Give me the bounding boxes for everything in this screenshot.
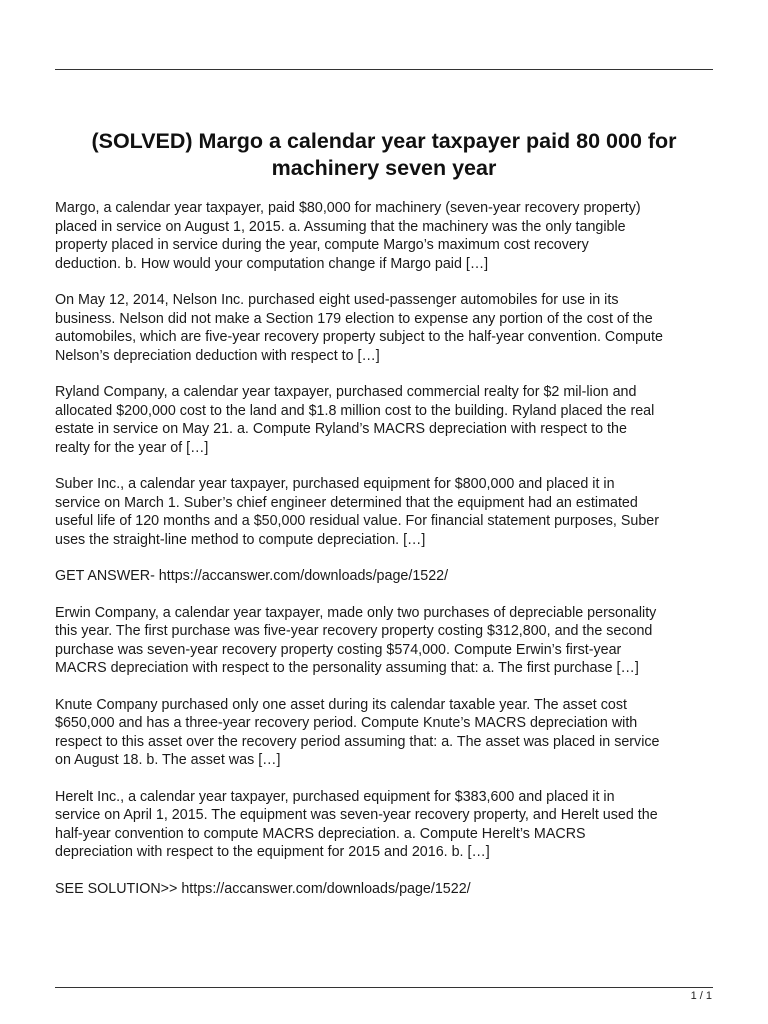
footer-rule <box>55 987 713 988</box>
document-body <box>55 199 717 916</box>
paragraph-herelt: Herelt Inc., a calendar year taxpayer, purchased equipment for $383,600 and placed it in service on April 1, 2015. The equipment was seven-year recovery property, and Herelt used the half-year convention to compute MACRS depreciation. a. Compute Herelt’s MACRS depreciation with respect to the equipment for 2015 and 2016. b. […] <box>55 788 658 860</box>
page-number: 1 / 1 <box>690 990 712 1002</box>
document-title: (SOLVED) Margo a calendar year taxpayer paid 80 000 for machinery seven year <box>91 129 677 180</box>
header-rule <box>55 69 713 70</box>
see-solution-link[interactable]: SEE SOLUTION>> https://accanswer.com/downloads/page/1522/ <box>55 880 471 897</box>
get-answer-link[interactable]: GET ANSWER- https://accanswer.com/downloads/page/1522/ <box>55 568 449 584</box>
paragraph-suber: Suber Inc., a calendar year taxpayer, purchased equipment for $800,000 and placed it in service on March 1. Suber’s chief engineer determined that the equipment had an estimated useful life of 120 months and a $50,000 residual value. For financial statement purposes, Suber uses the straight-line method to compute depreciation. […] <box>55 476 660 548</box>
paragraph-nelson: On May 12, 2014, Nelson Inc. purchased eight used-passenger automobiles for use in its business. Nelson did not make a Section 179 election to expense any portion of the cost of the automobiles, which are five-year recovery property subject to the half-year convention. Compute Nelson’s depreciation deduction with respect to […] <box>55 292 663 364</box>
paragraph-ryland: Ryland Company, a calendar year taxpayer, purchased commercial realty for $2 mil-lion and allocated $200,000 cost to the land and $1.8 million cost to the building. Ryland placed the real estate in service on May 21. a. Compute Ryland’s MACRS depreciation with respect to the realty for the year of […] <box>55 384 655 456</box>
paragraph-knute: Knute Company purchased only one asset during its calendar taxable year. The asset cost $650,000 and has a three-year recovery period. Compute Knute’s MACRS depreciation with respect to this asset over the recovery period assuming that: a. The asset was placed in service on August 18. b. The asset was […] <box>55 696 660 768</box>
paragraph-margo: Margo, a calendar year taxpayer, paid $80,000 for machinery (seven-year recovery property) placed in service on August 1, 2015. a. Assuming that the machinery was the only tangible property placed in service during the year, compute Margo’s maximum cost recovery deduction. b. How would your computation change if Margo paid […] <box>55 200 641 272</box>
paragraph-erwin: Erwin Company, a calendar year taxpayer, made only two purchases of depreciable personality this year. The first purchase was five-year recovery property costing $312,800, and the second purchase was seven-year recovery property costing $574,000. Compute Erwin’s first-year MACRS depreciation with respect to the personality assuming that: a. The first purchase […] <box>55 604 657 676</box>
